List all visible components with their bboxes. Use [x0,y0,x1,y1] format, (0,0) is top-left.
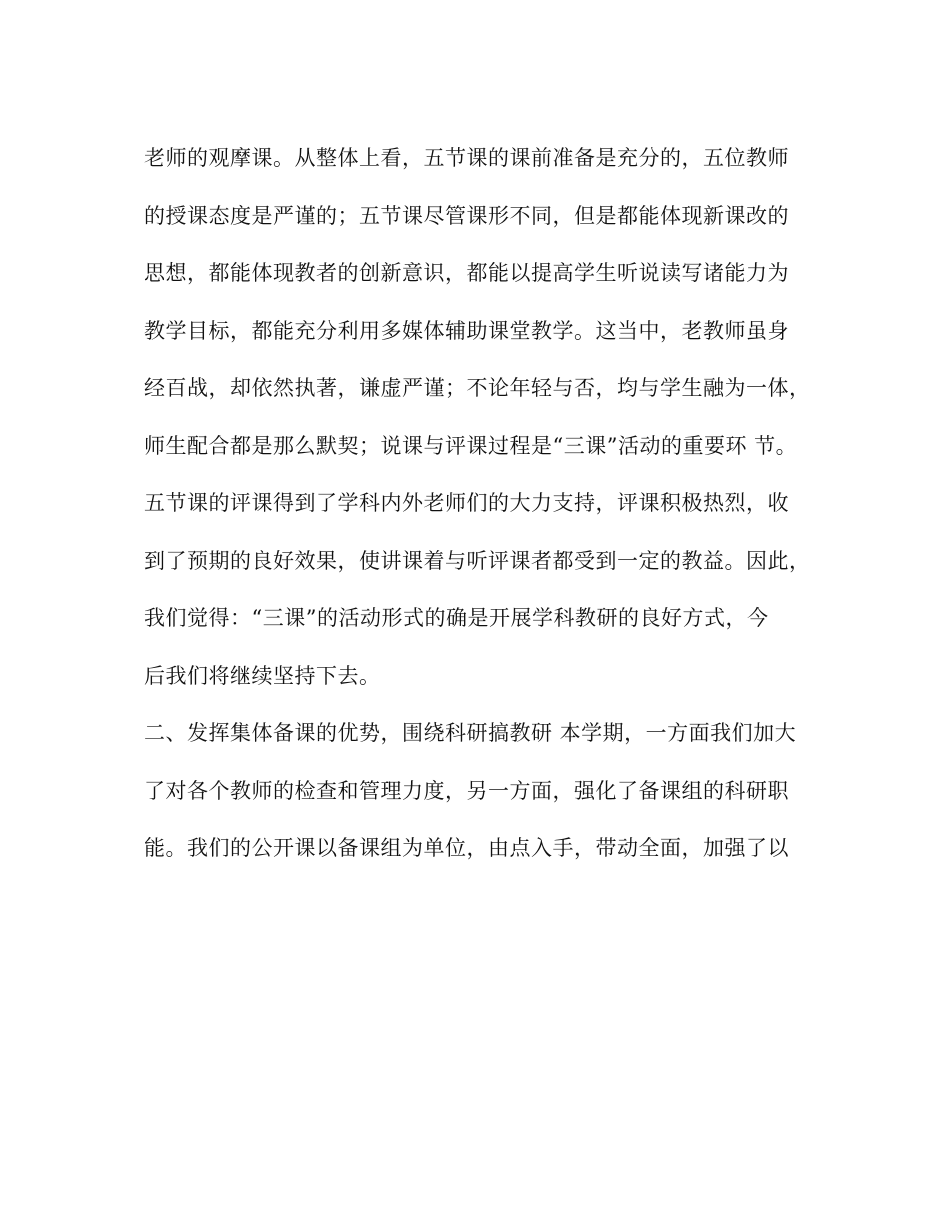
text-line-2: 的授课态度是严谨的；五节课尽管课形不同，但是都能体现新课改的 [144,203,789,228]
text-line-10: 后我们将继续坚持下去。 [144,663,381,688]
text-line-3: 思想，都能体现教者的创新意识，都能以提高学生听说读写诸能力为 [144,261,789,285]
text-line-12: 了对各个教师的检查和管理力度，另一方面，强化了备课组的科研职 [144,778,789,803]
text-line-6: 师生配合都是那么默契；说课与评课过程是“三课”活动的重要环 节。 [144,433,798,458]
text-line-1: 老师的观摩课。从整体上看，五节课的课前准备是充分的，五位教师 [144,146,789,170]
text-line-5: 经百战，却依然执著，谦虚严谨；不论年轻与否，均与学生融为一体， [144,376,811,400]
text-line-4: 教学目标，都能充分利用多媒体辅助课堂教学。这当中，老教师虽身 [144,318,789,343]
text-line-13: 能。我们的公开课以备课组为单位，由点入手，带动全面，加强了以 [144,836,789,860]
text-line-9: 我们觉得：“三课”的活动形式的确是开展学科教研的良好方式，今 [144,606,769,630]
section-heading-line: 二、发挥集体备课的优势，围绕科研搞教研 本学期，一方面我们加大 [144,721,797,745]
document-body [144,142,824,890]
text-line-8: 到了预期的良好效果，使讲课着与听评课者都受到一定的教益。因此， [144,548,811,573]
text-line-7: 五节课的评课得到了学科内外老师们的大力支持，评课积极热烈，收 [144,491,789,515]
